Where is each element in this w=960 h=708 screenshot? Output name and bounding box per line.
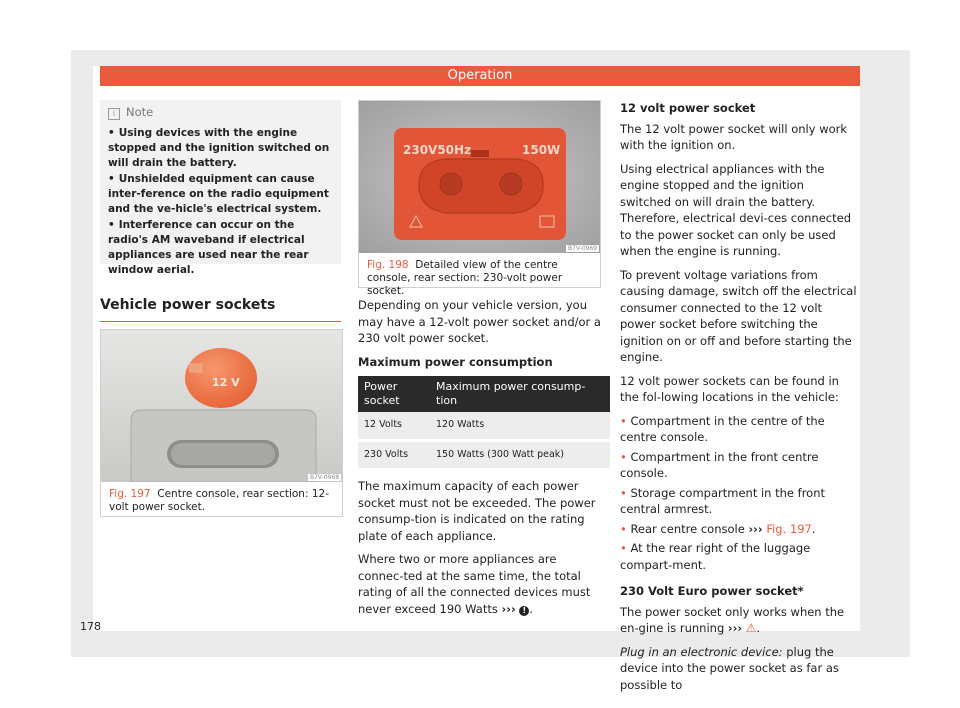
note-header xyxy=(108,105,153,120)
table-cell: 120 Watts xyxy=(430,412,610,440)
reference-arrows: ››› xyxy=(748,521,763,536)
power-table xyxy=(358,376,610,471)
paragraph: To prevent voltage variations from causing damage, switch off the electrical consumer connected to the 12 volt power socket before switching the ignition on or off and before starting the engine. xyxy=(620,267,857,364)
list-item: • Compartment in the centre of the centre console. xyxy=(620,413,825,444)
table-row xyxy=(358,412,610,440)
max-power-heading: Maximum power consumption xyxy=(358,354,553,369)
fig197-socket-label: 12 V xyxy=(212,376,240,389)
fig198-caption xyxy=(367,259,595,298)
table-row xyxy=(358,440,610,470)
paragraph: Using electrical appliances with the engine stopped and the ignition switched on will drain the battery. Therefore, electrical devi-ces connected to the power socket can only be used when the engine is running. xyxy=(620,161,851,258)
note-list xyxy=(108,126,336,279)
warning-circle-icon: ! xyxy=(519,606,529,616)
paragraph: The 12 volt power socket will only work with the ignition on. xyxy=(620,121,848,152)
fig197-caption xyxy=(109,488,337,514)
fig197-number: Fig. 197 xyxy=(109,488,151,500)
table-cell: 230 Volts xyxy=(358,440,430,470)
fig198-image xyxy=(359,101,600,253)
middle-column xyxy=(358,297,602,624)
fig198-code: B7V-0969 xyxy=(568,245,598,252)
reference-arrows[interactable]: ››› xyxy=(727,621,743,635)
paragraph: The power socket only works when the en-gine is running ››› ⚠. xyxy=(620,604,845,635)
info-icon: i xyxy=(108,108,120,120)
note-box xyxy=(100,100,341,276)
page-header: Operation xyxy=(100,66,860,86)
table-header-socket: Power socket xyxy=(358,376,430,412)
section-title: Vehicle power sockets xyxy=(100,297,341,322)
warning-triangle-icon: ⚠ xyxy=(745,621,757,635)
note-item: • Using devices with the engine stopped and the ignition switched on will drain the battery. xyxy=(108,127,330,169)
fig198-label-voltage: 230V50Hz xyxy=(403,143,472,157)
fig198-label-watt: 150W xyxy=(522,143,561,157)
list-item: • At the rear right of the luggage compart-ment. xyxy=(620,541,811,572)
list-item: • Rear centre console ››› Fig. 197. xyxy=(620,521,816,536)
page-number: 178 xyxy=(80,620,101,633)
table-cell: 12 Volts xyxy=(358,412,430,440)
location-list xyxy=(620,413,858,574)
table-header-max: Maximum power consump-tion xyxy=(430,376,610,412)
table-cell: 150 Watts (300 Watt peak) xyxy=(430,440,610,470)
capacity-paragraph: The maximum capacity of each power socket must not be exceeded. The power consump-tion is indicated on the rating plate of each appliance. xyxy=(358,479,596,543)
reference-arrows[interactable]: ››› xyxy=(501,601,516,616)
note-title: Note xyxy=(126,105,154,119)
fig197-link[interactable]: Fig. 197 xyxy=(766,521,812,536)
list-item: • Storage compartment in the front central armrest. xyxy=(620,485,826,516)
heading-12v: 12 volt power socket xyxy=(620,101,756,115)
fig197-image xyxy=(101,330,342,482)
right-column xyxy=(620,100,858,700)
multiple-appliances-paragraph: Where two or more appliances are connec-ted at the same time, the total rating of all the connected devices must never exceed 190 Watts ››› ! . xyxy=(358,552,591,616)
intro-paragraph: Depending on your vehicle version, you may have a 12-volt power socket and/or a 230 volt power socket. xyxy=(358,298,601,345)
figure-197 xyxy=(100,329,343,517)
heading-230v: 230 Volt Euro power socket* xyxy=(620,584,804,598)
fig197-text: Centre console, rear section: 12-volt power socket. xyxy=(109,488,329,513)
figure-198 xyxy=(358,100,601,297)
paragraph: Plug in an electronic device: plug the device into the power socket as far as possible to xyxy=(620,644,839,692)
fig198-number: Fig. 198 xyxy=(367,259,409,271)
list-item: • Compartment in the front centre console. xyxy=(620,449,819,480)
fig198-text: Detailed view of the centre console, rear section: 230-volt power socket. xyxy=(367,259,563,297)
note-item: • Unshielded equipment can cause inter-ference on the radio equipment and the ve-hicle's electrical system. xyxy=(108,173,329,215)
fig197-code: B7V-0968 xyxy=(310,474,340,481)
note-item: • Interference can occur on the radio's AM waveband if electrical appliances are used near the rear window aerial. xyxy=(108,219,309,276)
paragraph: 12 volt power sockets can be found in the fol-lowing locations in the vehicle: xyxy=(620,373,839,404)
